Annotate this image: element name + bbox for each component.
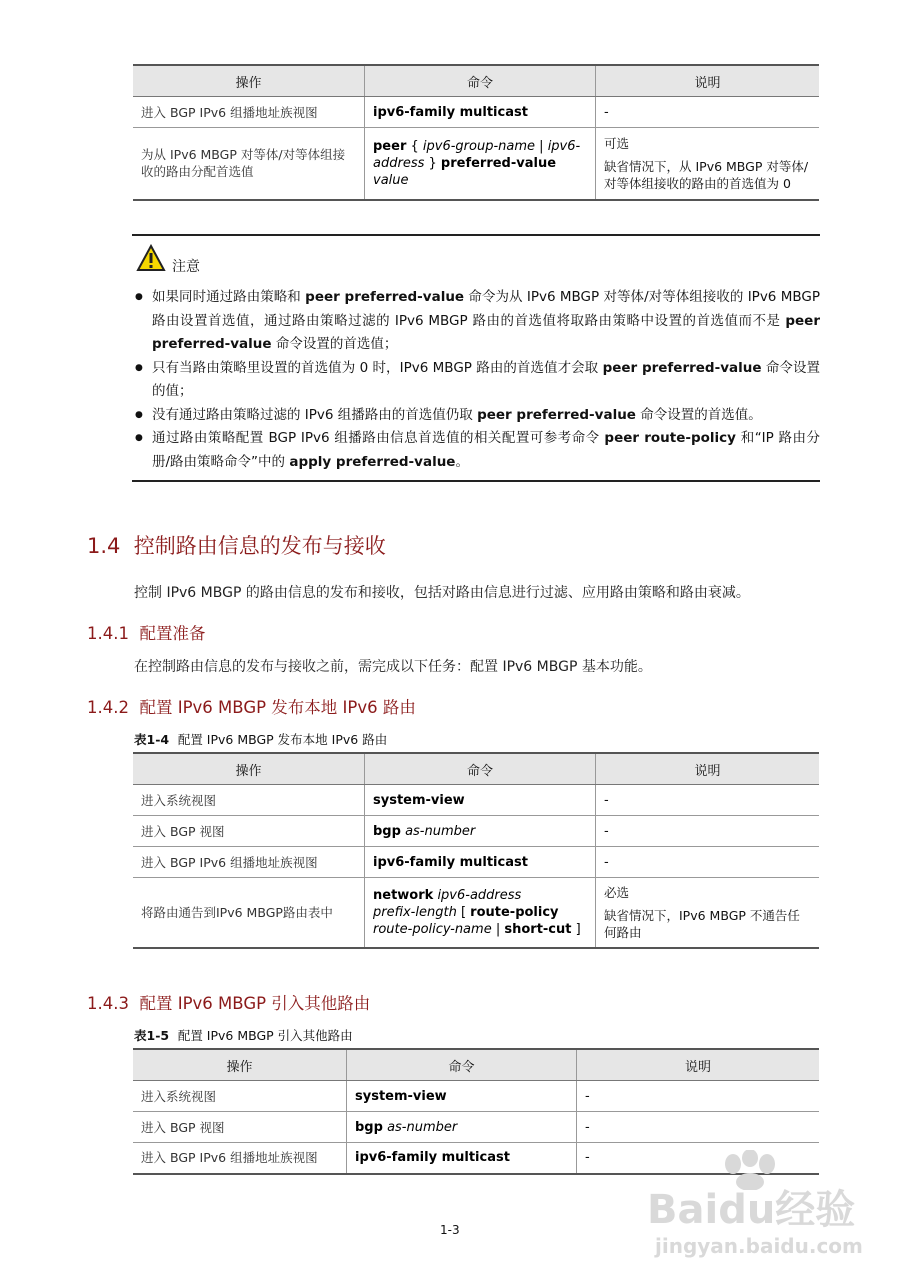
command-cell: bgp as-number bbox=[347, 1112, 577, 1143]
section-heading-1-4-3: 1.4.3 配置 IPv6 MBGP 引入其他路由 bbox=[87, 994, 371, 1013]
list-item: ● 没有通过路由策略过滤的 IPv6 组播路由的首选值仍取 peer preferred-value 命令设置的首选值。 bbox=[132, 404, 820, 428]
col-header-operation: 操作 bbox=[133, 65, 365, 97]
col-header-command: 命令 bbox=[347, 1049, 577, 1081]
operation-cell: 进入 BGP 视图 bbox=[133, 1112, 347, 1143]
col-header-description: 说明 bbox=[596, 65, 820, 97]
caution-list bbox=[132, 286, 820, 474]
description-cell: - bbox=[596, 785, 820, 816]
table-row bbox=[133, 128, 819, 200]
table-caption-1-5: 表1-5 配置 IPv6 MBGP 引入其他路由 bbox=[134, 1028, 353, 1043]
table-top bbox=[133, 64, 819, 201]
command-cell: ipv6-family multicast bbox=[347, 1143, 577, 1174]
col-header-description: 说明 bbox=[577, 1049, 820, 1081]
operation-cell: 进入 BGP 视图 bbox=[133, 816, 365, 847]
watermark bbox=[645, 1150, 863, 1270]
table-row bbox=[133, 785, 819, 816]
command-cell: ipv6-family multicast bbox=[365, 847, 596, 878]
page-number: 1-3 bbox=[440, 1223, 460, 1237]
section-1-4-paragraph: 控制 IPv6 MBGP 的路由信息的发布和接收，包括对路由信息进行过滤、应用路由策略和路由衰减。 bbox=[134, 585, 750, 601]
section-heading-1-4-2: 1.4.2 配置 IPv6 MBGP 发布本地 IPv6 路由 bbox=[87, 698, 416, 717]
operation-cell: 进入 BGP IPv6 组播地址族视图 bbox=[133, 1143, 347, 1174]
watermark-brand: Baidu经验 bbox=[647, 1187, 856, 1233]
description-cell: 可选 缺省情况下，从 IPv6 MBGP 对等体/对等体组接收的路由的首选值为 0 bbox=[596, 128, 820, 200]
description-cell: - bbox=[577, 1112, 820, 1143]
operation-cell: 将路由通告到IPv6 MBGP路由表中 bbox=[133, 878, 365, 948]
description-cell: 必选 缺省情况下，IPv6 MBGP 不通告任何路由 bbox=[596, 878, 820, 948]
col-header-command: 命令 bbox=[365, 65, 596, 97]
table-row bbox=[133, 847, 819, 878]
col-header-command: 命令 bbox=[365, 753, 596, 785]
operation-cell: 进入系统视图 bbox=[133, 1081, 347, 1112]
section-1-4-1-paragraph: 在控制路由信息的发布与接收之前，需完成以下任务：配置 IPv6 MBGP 基本功能。 bbox=[134, 659, 652, 675]
table-row bbox=[133, 878, 819, 948]
table-1-4 bbox=[133, 752, 819, 949]
col-header-operation: 操作 bbox=[133, 753, 365, 785]
command-cell: system-view bbox=[347, 1081, 577, 1112]
watermark-url: jingyan.baidu.com bbox=[655, 1234, 863, 1258]
table-caption-1-4: 表1-4 配置 IPv6 MBGP 发布本地 IPv6 路由 bbox=[134, 732, 388, 747]
command-cell: peer { ipv6-group-name | ipv6-address } preferred-value value bbox=[365, 128, 596, 200]
list-item: ● 如果同时通过路由策略和 peer preferred-value 命令为从 IPv6 MBGP 对等体/对等体组接收的 IPv6 MBGP 路由设置首选值，通过路由策略过滤的 IPv6 MBGP 路由的首选值将取路由策略中设置的首选值而不是 peer preferred-value 命令设置的首选值； bbox=[132, 286, 820, 357]
description-cell: - bbox=[596, 97, 820, 128]
operation-cell: 进入 BGP IPv6 组播地址族视图 bbox=[133, 847, 365, 878]
list-item: ● 只有当路由策略里设置的首选值为 0 时，IPv6 MBGP 路由的首选值才会取 peer preferred-value 命令设置的值； bbox=[132, 357, 820, 404]
table-row bbox=[133, 816, 819, 847]
warning-icon bbox=[136, 244, 166, 272]
table-row bbox=[133, 1112, 819, 1143]
description-cell: - bbox=[596, 847, 820, 878]
col-header-description: 说明 bbox=[596, 753, 820, 785]
description-cell: - bbox=[596, 816, 820, 847]
command-cell: system-view bbox=[365, 785, 596, 816]
table-row bbox=[133, 97, 819, 128]
description-cell: - bbox=[577, 1143, 820, 1174]
operation-cell: 为从 IPv6 MBGP 对等体/对等体组接收的路由分配首选值 bbox=[133, 128, 365, 200]
caution-box bbox=[132, 234, 820, 482]
command-cell: bgp as-number bbox=[365, 816, 596, 847]
table-row bbox=[133, 1081, 819, 1112]
command-cell: network ipv6-address prefix-length [ route-policy route-policy-name | short-cut ] bbox=[365, 878, 596, 948]
section-heading-1-4: 1.4 控制路由信息的发布与接收 bbox=[87, 534, 386, 558]
operation-cell: 进入系统视图 bbox=[133, 785, 365, 816]
command-cell: ipv6-family multicast bbox=[365, 97, 596, 128]
col-header-operation: 操作 bbox=[133, 1049, 347, 1081]
list-item: ● 通过路由策略配置 BGP IPv6 组播路由信息首选值的相关配置可参考命令 peer route-policy 和“IP 路由分册/路由策略命令”中的 apply preferred-value。 bbox=[132, 427, 820, 474]
caution-title: 注意 bbox=[172, 259, 200, 275]
operation-cell: 进入 BGP IPv6 组播地址族视图 bbox=[133, 97, 365, 128]
description-cell: - bbox=[577, 1081, 820, 1112]
section-heading-1-4-1: 1.4.1 配置准备 bbox=[87, 624, 206, 643]
